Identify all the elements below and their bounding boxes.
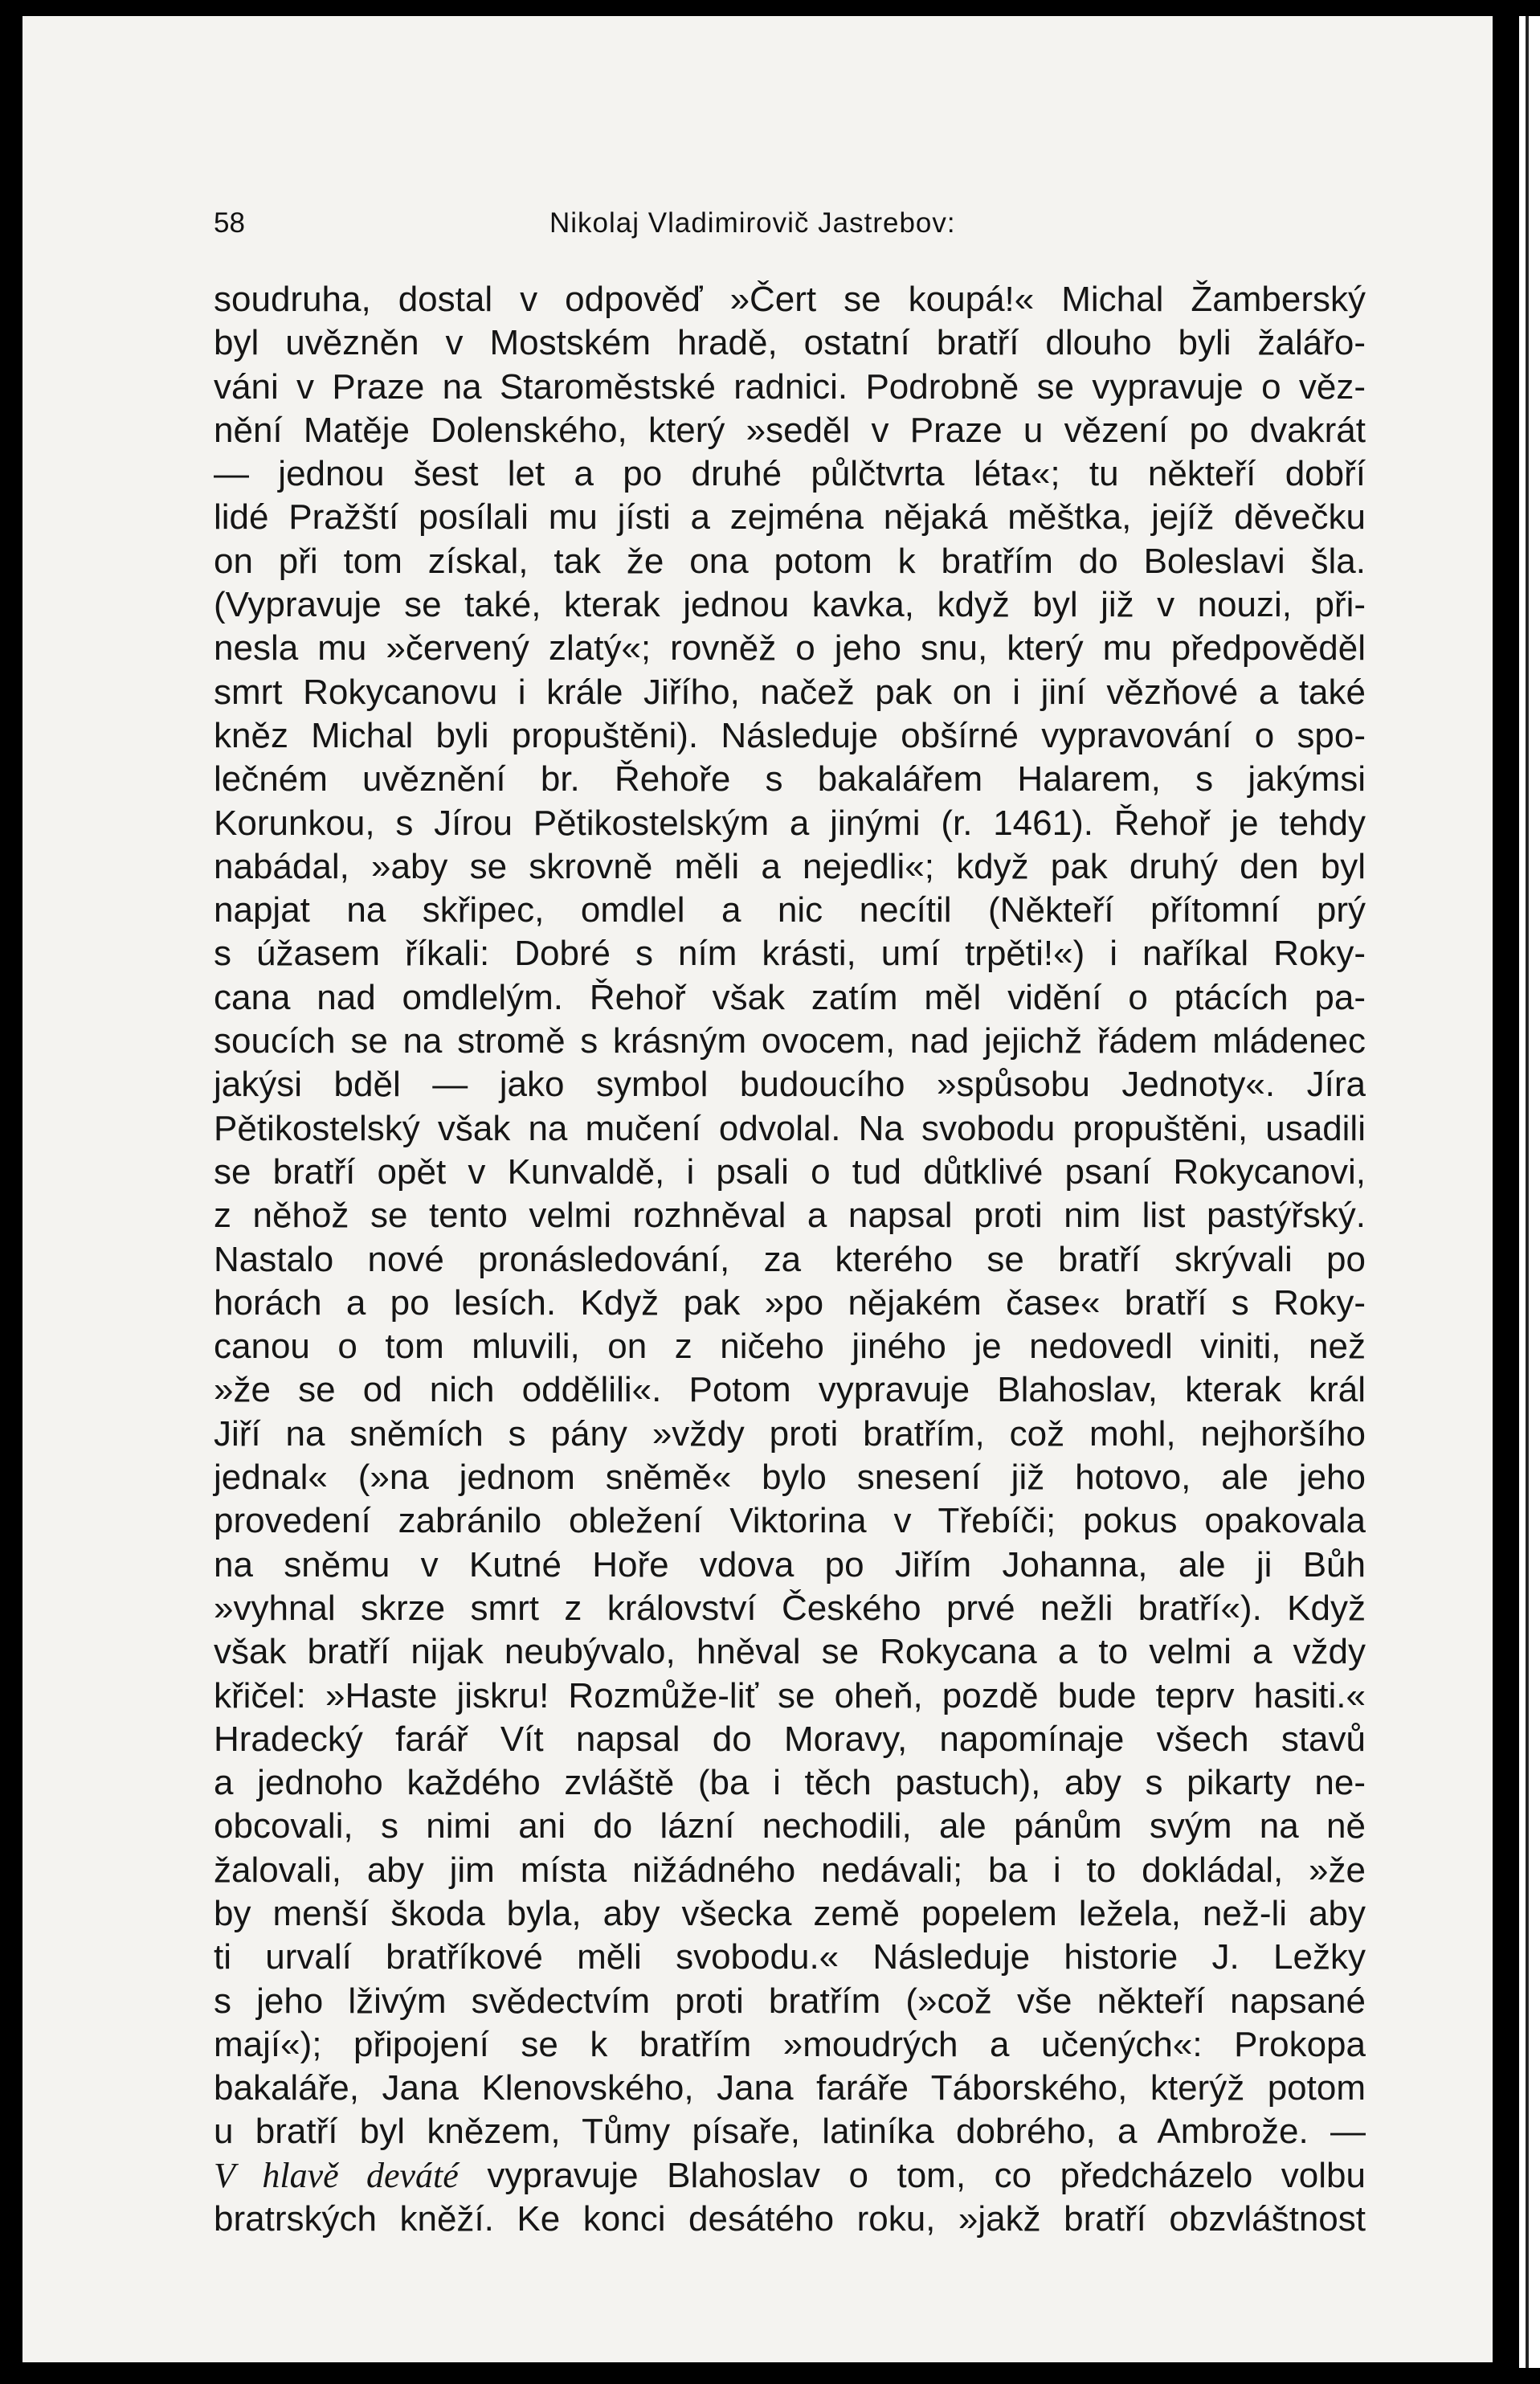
text-line: u bratří byl knězem, Tůmy písaře, latiníka dobrého, a Ambrože. —	[214, 2112, 1366, 2152]
text-line: nabádal, »aby se skrovně měli a nejedli«; když pak druhý den byl	[214, 846, 1366, 886]
text-line: křičel: »Haste jiskru! Rozmůže-liť se oheň, pozdě bude teprv hasiti.«	[214, 1675, 1366, 1715]
text-line: lečném uvěznění br. Řehoře s bakalářem Halarem, s jakýmsi	[214, 759, 1366, 799]
text-line: žalovali, aby jim místa nižádného nedávali; ba i to dokládal, »že	[214, 1850, 1366, 1890]
text-line: se bratří opět v Kunvaldě, i psali o tud důtklivé psaní Rokycanovi,	[214, 1151, 1366, 1192]
text-line: napjat na skřipec, omdlel a nic necítil (Někteří přítomní prý	[214, 890, 1366, 930]
text-line: s jeho lživým svědectvím proti bratřím (»což vše někteří napsané	[214, 1981, 1366, 2021]
text-line: lidé Pražští posílali mu jísti a zejména nějaká měštka, jejíž děvečku	[214, 497, 1366, 538]
text-line: ti urvalí bratříkové měli svobodu.« Následuje historie J. Ležky	[214, 1937, 1366, 1977]
text-line: s úžasem říkali: Dobré s ním krásti, umí trpěti!«) i naříkal Roky-	[214, 934, 1366, 974]
text-line: soucích se na stromě s krásným ovocem, nad jejichž řádem mládenec	[214, 1021, 1366, 1061]
text-line: Korunkou, s Jírou Pětikostelským a jinými (r. 1461). Řehoř je tehdy	[214, 803, 1366, 843]
text-line: cana nad omdlelým. Řehoř však zatím měl vidění o ptácích pa-	[214, 977, 1366, 1017]
text-line: horách a po lesích. Když pak »po nějakém čase« bratří s Roky-	[214, 1282, 1366, 1323]
text-line: by menší škoda byla, aby všecka země popelem ležela, než-li aby	[214, 1893, 1366, 1933]
page-header	[214, 207, 1366, 247]
text-line: a jednoho každého zvláště (ba i těch pastuch), aby s pikarty ne-	[214, 1763, 1366, 1803]
text-line: Hradecký farář Vít napsal do Moravy, napomínaje všech stavů	[214, 1719, 1366, 1759]
page-number: 58	[214, 207, 245, 239]
chapter-reference: V hlavě deváté	[214, 2155, 459, 2195]
text-line: z něhož se tento velmi rozhněval a napsal proti nim list pastýřský.	[214, 1196, 1366, 1236]
text-line: byl uvězněn v Mostském hradě, ostatní bratří dlouho byli žalářo-	[214, 323, 1366, 363]
text-segment: vypravuje Blahoslav o tom, co předcházelo volbu	[458, 2155, 1366, 2195]
text-line: (Vypravuje se také, kterak jednou kavka, když byl již v nouzi, při-	[214, 585, 1366, 625]
text-line: jednal« (»na jednom sněmě« bylo snesení již hotovo, ale jeho	[214, 1458, 1366, 1498]
text-line: na sněmu v Kutné Hoře vdova po Jiřím Johanna, ale ji Bůh	[214, 1544, 1366, 1585]
text-line: Pětikostelský však na mučení odvolal. Na svobodu propuštěni, usadili	[214, 1108, 1366, 1148]
text-line: váni v Praze na Staroměstské radnici. Podrobně se vypravuje o věz-	[214, 366, 1366, 407]
text-line: nesla mu »červený zlatý«; rovněž o jeho snu, který mu předpověděl	[214, 628, 1366, 669]
text-line: nění Matěje Dolenského, který »seděl v Praze u vězení po dvakrát	[214, 410, 1366, 450]
text-line: provedení zabránilo obležení Viktorina v Třebíči; pokus opakovala	[214, 1501, 1366, 1541]
text-line: smrt Rokycanovu i krále Jiřího, načež pak on i jiní vězňové a také	[214, 672, 1366, 712]
running-head: Nikolaj Vladimirovič Jastrebov:	[549, 207, 956, 239]
text-line: on při tom získal, tak že ona potom k bratřím do Boleslavi šla.	[214, 541, 1366, 581]
text-line: »vyhnal skrze smrt z království Českého prvé nežli bratří«). Když	[214, 1588, 1366, 1628]
text-line: — jednou šest let a po druhé půlčtvrta léta«; tu někteří dobří	[214, 454, 1366, 494]
body-text	[214, 278, 1366, 2241]
text-line: mají«); připojení se k bratřím »moudrých a učených«: Prokopa	[214, 2024, 1366, 2064]
text-line: soudruha, dostal v odpověď »Čert se koupá!« Michal Žamberský	[214, 280, 1366, 319]
text-line: obcovali, s nimi ani do lázní nechodili, ale pánům svým na ně	[214, 1806, 1366, 1846]
page-edge	[1519, 16, 1540, 2368]
text-line: kněz Michal byli propuštěni). Následuje obšírné vypravování o spo-	[214, 715, 1366, 755]
text-line: však bratří nijak neubývalo, hněval se Rokycana a to velmi a vždy	[214, 1632, 1366, 1672]
text-line: bakaláře, Jana Klenovského, Jana faráře Táborského, kterýž potom	[214, 2068, 1366, 2108]
text-line: jakýsi bděl — jako symbol budoucího »spůsobu Jednoty«. Jíra	[214, 1065, 1366, 1105]
text-line: »že se od nich oddělili«. Potom vypravuje Blahoslav, kterak král	[214, 1370, 1366, 1410]
text-line-chapter-ref	[214, 2154, 1366, 2198]
text-line: canou o tom mluvili, on z ničeho jiného je nedovedl viniti, než	[214, 1327, 1366, 1367]
text-line: Nastalo nové pronásledování, za kterého se bratří skrývali po	[214, 1239, 1366, 1279]
text-line: Jiří na sněmích s pány »vždy proti bratřím, což mohl, nejhoršího	[214, 1413, 1366, 1454]
text-line: bratrských kněží. Ke konci desátého roku, »jakž bratří obzvláštnost	[214, 2199, 1366, 2239]
